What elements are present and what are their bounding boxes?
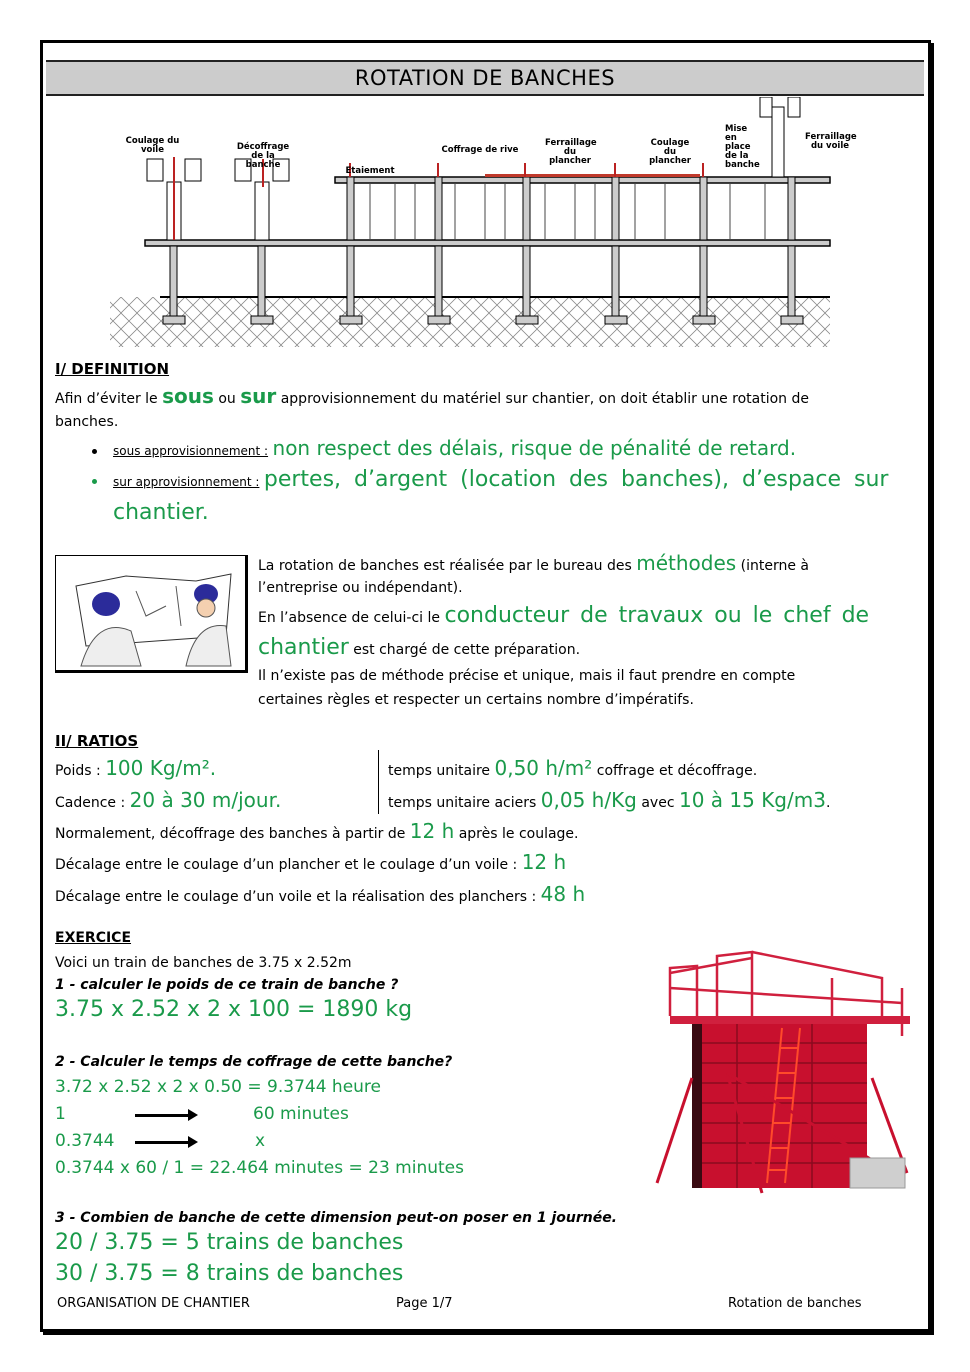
ratio-cadence: Cadence : 20 à 30 m/jour. <box>55 788 282 812</box>
methods-paragraph-3-cont: certaines règles et respecter un certains nombre d’impératifs. <box>258 692 694 708</box>
definition-heading: I/ DEFINITION <box>55 360 170 378</box>
answer-3-line-2: 30 / 3.75 = 8 trains de banches <box>55 1261 404 1286</box>
bullet-icon <box>92 479 97 484</box>
construction-sequence-diagram <box>105 97 875 355</box>
methods-paragraph-2: En l’absence de celui-ci le conducteur de travaux ou le chef de <box>258 603 870 628</box>
ratio-decoffrage: Normalement, décoffrage des banches à partir de 12 h après le coulage. <box>55 819 579 843</box>
answer-2-rule-left: 0.3744 <box>55 1131 115 1151</box>
ratios-divider <box>378 750 379 814</box>
answer-2-rule-left: 1 <box>55 1104 66 1124</box>
keyword-methodes: méthodes <box>636 551 737 575</box>
bullet-icon <box>92 449 97 454</box>
methods-paragraph-2-cont: chantier est chargé de cette préparation. <box>258 635 581 660</box>
diagram-label: Décoffrage de la banche <box>236 142 290 170</box>
footer-left: ORGANISATION DE CHANTIER <box>57 1296 250 1311</box>
formwork-banche-photo <box>652 948 910 1198</box>
banche-icon <box>652 948 910 1198</box>
keyword-sur: sur <box>240 384 277 408</box>
diagram-label: Coffrage de rive <box>441 145 519 155</box>
bullet-sur: sur approvisionnement : pertes, d’argent (location des banches), d’espace sur <box>113 467 889 492</box>
answer-3-line-1: 20 / 3.75 = 5 trains de banches <box>55 1230 404 1255</box>
question-2: 2 - Calculer le temps de coffrage de cette banche? <box>55 1054 453 1070</box>
answer-2-rule-right: 60 minutes <box>253 1104 349 1124</box>
ratio-temps-unitaire-aciers: temps unitaire aciers 0,05 h/Kg avec 10 à 15 Kg/m3. <box>388 788 831 812</box>
ratios-heading: II/ RATIOS <box>55 732 139 750</box>
footer-right: Rotation de banches <box>728 1296 862 1311</box>
engineers-plan-illustration <box>55 555 248 673</box>
page-title: ROTATION DE BANCHES <box>354 66 616 90</box>
diagram-label: Ferraillage du voile <box>805 132 857 151</box>
ratio-poids: Poids : 100 Kg/m². <box>55 756 217 780</box>
ratio-decalage-voile-planchers: Décalage entre le coulage d’un voile et la réalisation des planchers : 48 h <box>55 882 586 906</box>
arrow-right-icon <box>135 1114 190 1117</box>
answer-2-line-1: 3.72 x 2.52 x 2 x 0.50 = 9.3744 heure <box>55 1077 381 1097</box>
diagram-label: Mise en place de la banche <box>725 124 760 170</box>
question-1: 1 - calculer le poids de ce train de banche ? <box>55 977 399 993</box>
diagram-label: Ferraillage du plancher <box>545 138 597 166</box>
bullet-sous: sous approvisionnement : non respect des délais, risque de pénalité de retard. <box>113 436 797 460</box>
definition-intro-cont: banches. <box>55 414 119 430</box>
definition-intro: Afin d’éviter le sous ou sur approvisionnement du matériel sur chantier, on doit établir une rotation de <box>55 384 809 408</box>
exercice-intro: Voici un train de banches de 3.75 x 2.52m <box>55 955 352 971</box>
methods-paragraph-3: Il n’existe pas de méthode précise et unique, mais il faut prendre en compte <box>258 668 796 684</box>
diagram-label: Etaiement <box>345 166 395 176</box>
diagram-label: Coulage du voile <box>125 136 180 155</box>
exercice-heading: EXERCICE <box>55 930 132 946</box>
footer-page-number: Page 1/7 <box>396 1296 453 1311</box>
question-3: 3 - Combien de banche de cette dimension peut-on poser en 1 journée. <box>55 1210 618 1226</box>
answer-1: 3.75 x 2.52 x 2 x 100 = 1890 kg <box>55 997 413 1022</box>
methods-paragraph-1: La rotation de banches est réalisée par le bureau des méthodes (interne à <box>258 551 810 575</box>
answer-2-rule-right: x <box>255 1131 266 1151</box>
bullet-sur-cont: chantier. <box>113 500 209 525</box>
engineers-icon <box>56 556 245 670</box>
keyword-sous: sous <box>162 384 214 408</box>
answer-2-line-4: 0.3744 x 60 / 1 = 22.464 minutes = 23 minutes <box>55 1158 464 1178</box>
arrow-right-icon <box>135 1141 190 1144</box>
title-bar <box>46 60 924 96</box>
ratio-temps-unitaire-coffrage: temps unitaire 0,50 h/m² coffrage et décoffrage. <box>388 756 758 780</box>
methods-paragraph-1-cont: l’entreprise ou indépendant). <box>258 580 463 596</box>
diagram-label: Coulage du plancher <box>649 138 691 166</box>
ratio-decalage-plancher-voile: Décalage entre le coulage d’un plancher et le coulage d’un voile : 12 h <box>55 850 567 874</box>
